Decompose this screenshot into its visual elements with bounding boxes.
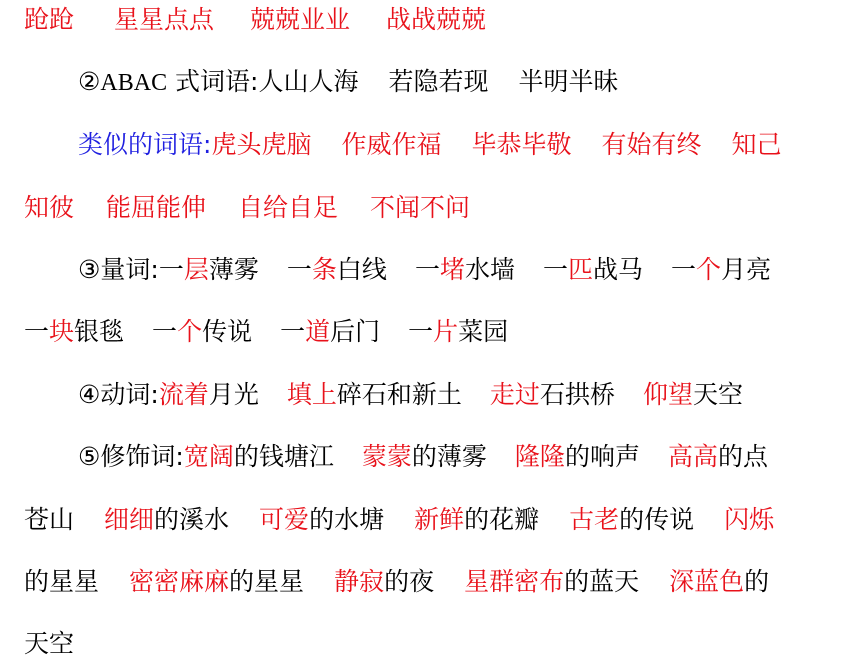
text-run: 白线 bbox=[336, 255, 387, 284]
highlighted-term: 有始有终 bbox=[601, 130, 702, 159]
text-run: 若隐若现 bbox=[388, 67, 489, 96]
text-run: 一 bbox=[671, 255, 697, 284]
highlighted-term: 密密麻麻 bbox=[129, 567, 230, 596]
highlighted-term: 新鲜 bbox=[414, 505, 465, 534]
highlighted-term: 片 bbox=[433, 317, 459, 346]
text-run: 薄雾 bbox=[208, 255, 259, 284]
text-run: 银毯 bbox=[74, 317, 125, 346]
highlighted-term: 道 bbox=[305, 317, 331, 346]
text-line bbox=[24, 193, 470, 223]
text-run: 的溪水 bbox=[154, 505, 230, 534]
highlighted-term: 作威作福 bbox=[341, 130, 442, 159]
text-line bbox=[24, 505, 774, 535]
highlighted-term: 个 bbox=[696, 255, 722, 284]
text-run: 的响声 bbox=[564, 442, 640, 471]
highlighted-term: 兢兢业业 bbox=[250, 5, 351, 34]
text-run: 式词语:人山人海 bbox=[167, 67, 359, 96]
highlighted-term: 深蓝色 bbox=[669, 567, 745, 596]
text-run: 的薄雾 bbox=[411, 442, 487, 471]
text-run: 天空 bbox=[692, 380, 743, 409]
highlighted-term: 自给自足 bbox=[238, 193, 339, 222]
highlighted-term: 静寂 bbox=[334, 567, 385, 596]
highlighted-term: 跄跄 bbox=[24, 5, 75, 34]
text-run: 苍山 bbox=[24, 505, 75, 534]
text-run: 战马 bbox=[593, 255, 644, 284]
highlighted-term: 能屈能伸 bbox=[106, 193, 207, 222]
text-run: 后门 bbox=[330, 317, 381, 346]
text-run: 的传说 bbox=[619, 505, 695, 534]
text-run: 的点 bbox=[717, 442, 768, 471]
highlighted-term: 个 bbox=[177, 317, 203, 346]
highlighted-term: 堵 bbox=[439, 255, 465, 284]
highlighted-term: 细细 bbox=[104, 505, 155, 534]
text-run: 月光 bbox=[208, 380, 259, 409]
highlighted-term: 可爱 bbox=[259, 505, 310, 534]
text-run: 一 bbox=[286, 255, 312, 284]
text-run: 的蓝天 bbox=[564, 567, 640, 596]
highlighted-term: 隆隆 bbox=[514, 442, 565, 471]
text-run: 的花瓣 bbox=[464, 505, 540, 534]
category-label: 类似的词语: bbox=[78, 130, 212, 159]
text-run: ④ bbox=[78, 380, 101, 409]
highlighted-term: 古老 bbox=[569, 505, 620, 534]
highlighted-term: 仰望 bbox=[642, 380, 693, 409]
text-run: ⑤ bbox=[78, 442, 101, 471]
highlighted-term: 高高 bbox=[667, 442, 718, 471]
highlighted-term: 匹 bbox=[568, 255, 594, 284]
text-run: 传说 bbox=[202, 317, 253, 346]
highlighted-term: 走过 bbox=[489, 380, 540, 409]
text-run: ABAC bbox=[100, 70, 168, 96]
highlighted-term: 块 bbox=[49, 317, 75, 346]
highlighted-term: 知己 bbox=[731, 130, 782, 159]
text-run: ③ bbox=[78, 255, 101, 284]
highlighted-term: 闪烁 bbox=[724, 505, 775, 534]
text-run: 的 bbox=[744, 567, 770, 596]
highlighted-term: 流着 bbox=[158, 380, 209, 409]
text-run: ② bbox=[78, 67, 101, 96]
text-run: 的夜 bbox=[384, 567, 435, 596]
text-line bbox=[78, 67, 619, 97]
text-run: 水墙 bbox=[464, 255, 515, 284]
text-run: 月亮 bbox=[721, 255, 772, 284]
highlighted-term: 毕恭毕敬 bbox=[471, 130, 572, 159]
highlighted-term: 星群密布 bbox=[464, 567, 565, 596]
text-run: 一 bbox=[152, 317, 178, 346]
text-run: 石拱桥 bbox=[539, 380, 615, 409]
text-run: 修饰词: bbox=[100, 442, 184, 471]
text-run: 动词: bbox=[100, 380, 159, 409]
highlighted-term: 虎头虎脑 bbox=[211, 130, 312, 159]
text-run: 一 bbox=[414, 255, 440, 284]
highlighted-term: 宽阔 bbox=[183, 442, 234, 471]
highlighted-term: 星星点点 bbox=[114, 5, 215, 34]
text-run: 菜园 bbox=[458, 317, 509, 346]
highlighted-term: 条 bbox=[311, 255, 337, 284]
highlighted-term: 战战兢兢 bbox=[386, 5, 487, 34]
highlighted-term: 蒙蒙 bbox=[361, 442, 412, 471]
highlighted-term: 知彼 bbox=[24, 193, 75, 222]
text-line bbox=[24, 567, 769, 597]
text-run: 一 bbox=[542, 255, 568, 284]
text-line bbox=[78, 130, 782, 160]
text-run: 的钱塘江 bbox=[233, 442, 334, 471]
text-run: 的星星 bbox=[229, 567, 305, 596]
text-run: 的水塘 bbox=[309, 505, 385, 534]
text-line bbox=[78, 255, 771, 285]
text-run: 一 bbox=[408, 317, 434, 346]
text-run: 碎石和新土 bbox=[336, 380, 462, 409]
highlighted-term: 填上 bbox=[286, 380, 337, 409]
text-line bbox=[24, 629, 74, 659]
text-line bbox=[78, 380, 743, 410]
text-line bbox=[24, 5, 486, 35]
text-run: 量词:一 bbox=[100, 255, 184, 284]
text-run: 一 bbox=[280, 317, 306, 346]
text-run: 的星星 bbox=[24, 567, 100, 596]
highlighted-term: 层 bbox=[183, 255, 209, 284]
text-run: 一 bbox=[24, 317, 50, 346]
text-line bbox=[24, 317, 508, 347]
text-line bbox=[78, 442, 768, 472]
highlighted-term: 不闻不问 bbox=[370, 193, 471, 222]
text-run: 天空 bbox=[24, 629, 75, 658]
text-run: 半明半昧 bbox=[518, 67, 619, 96]
